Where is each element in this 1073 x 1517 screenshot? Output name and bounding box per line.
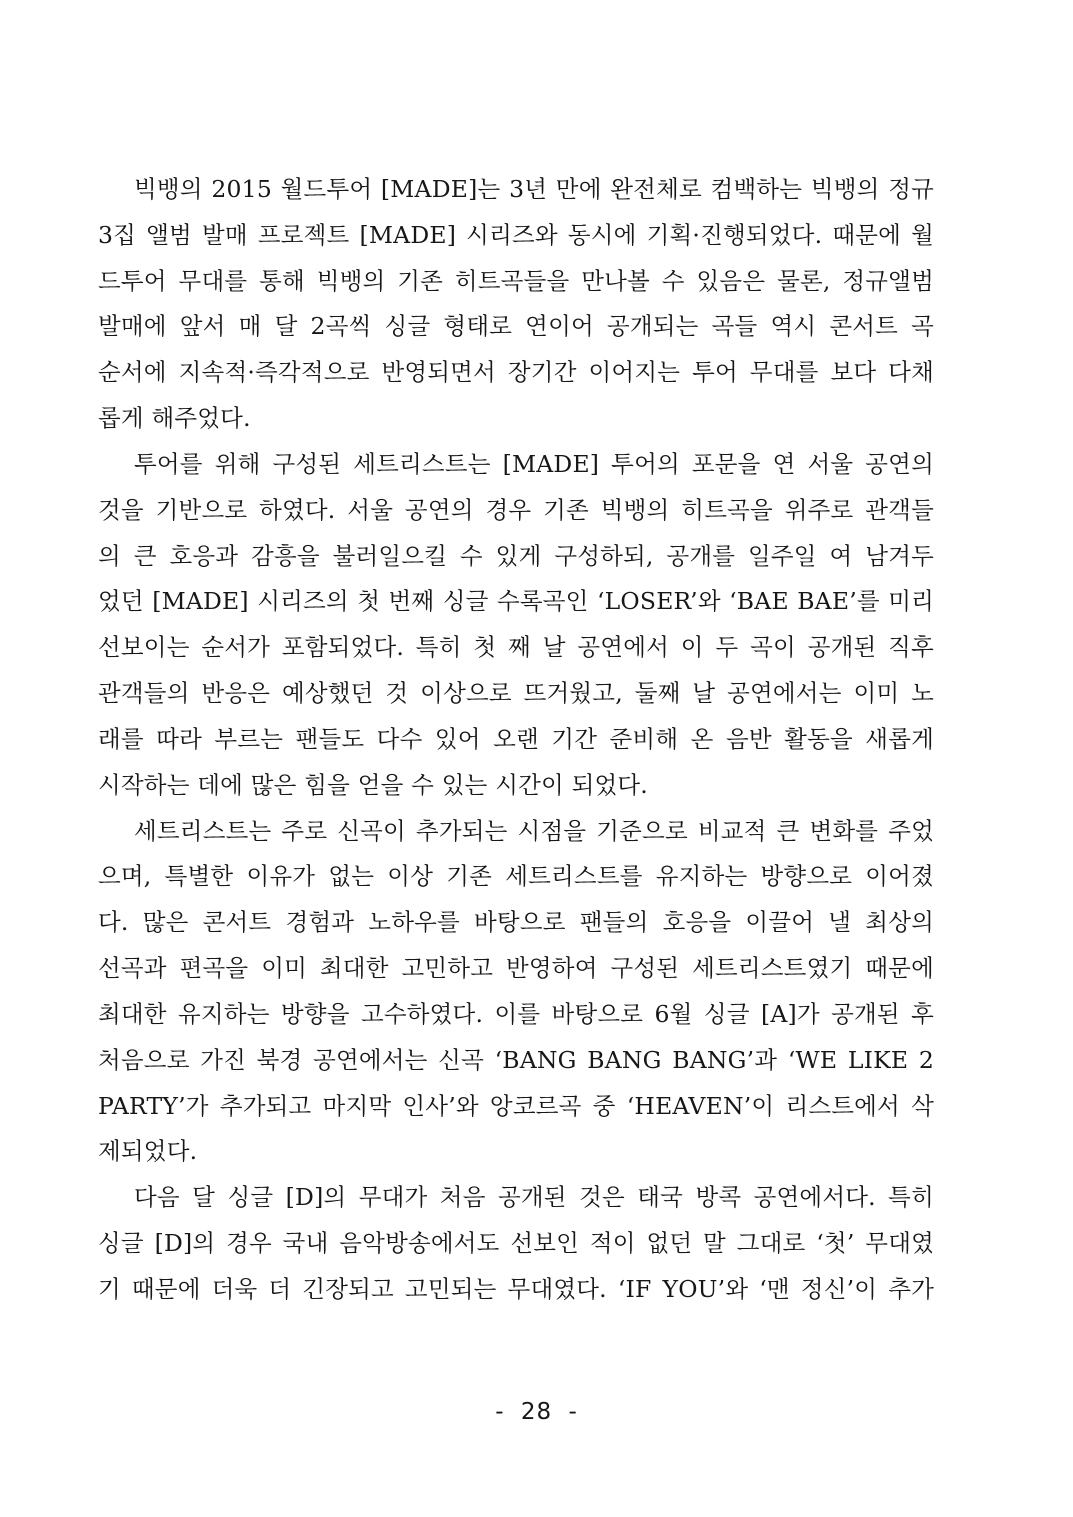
text-line: 세트리스트는 주로 신곡이 추가되는 시점을 기준으로 비교적 큰 변화를 주었 [134,816,934,845]
text-line: 의 큰 호응과 감흥을 불러일으킬 수 있게 구성하되, 공개를 일주일 여 남겨두 [98,541,934,570]
text-line: 관객들의 반응은 예상했던 것 이상으로 뜨거웠고, 둘째 날 공연에서는 이미 노 [98,679,934,708]
text-line: 제되었다. [98,1137,198,1166]
text-line: 기 때문에 더욱 더 긴장되고 고민되는 무대였다. ‘IF YOU’와 ‘맨 정신’이 추가 [98,1274,934,1303]
text-line: 발매에 앞서 매 달 2곡씩 싱글 형태로 연이어 공개되는 곡들 역시 콘서트 곡 [98,312,934,341]
text-line: 투어를 위해 구성된 세트리스트는 [MADE] 투어의 포문을 연 서울 공연의 [134,449,934,478]
page-number: - 28 - [495,1399,578,1425]
text-line: 싱글 [D]의 경우 국내 음악방송에서도 선보인 적이 없던 말 그대로 ‘첫’ 무대였 [98,1229,934,1258]
text-line: 었던 [MADE] 시리즈의 첫 번째 싱글 수록곡인 ‘LOSER’와 ‘BAE BAE’를 미리 [98,587,934,616]
text-line: 드투어 무대를 통해 빅뱅의 기존 히트곡들을 만나볼 수 있음은 물론, 정규앨범 [98,266,934,295]
body-text [98,167,934,1313]
text-line: 롭게 해주었다. [98,404,251,433]
text-line: 처음으로 가진 북경 공연에서는 신곡 ‘BANG BANG BANG’과 ‘WE LIKE 2 [98,1045,934,1074]
text-line: 래를 따라 부르는 팬들도 다수 있어 오랜 기간 준비해 온 음반 활동을 새롭게 [98,724,934,753]
text-line: 빅뱅의 2015 월드투어 [MADE]는 3년 만에 완전체로 컴백하는 빅뱅의 정규 [134,175,934,203]
text-line: 다음 달 싱글 [D]의 무대가 처음 공개된 것은 태국 방콕 공연에서다. 특히 [134,1183,934,1212]
text-line: 최대한 유지하는 방향을 고수하였다. 이를 바탕으로 6월 싱글 [A]가 공개된 후 [98,999,934,1028]
text-line: 순서에 지속적·즉각적으로 반영되면서 장기간 이어지는 투어 무대를 보다 다채 [98,358,934,387]
text-line: 시작하는 데에 많은 힘을 얻을 수 있는 시간이 되었다. [98,770,648,799]
text-line: 선보이는 순서가 포함되었다. 특히 첫 째 날 공연에서 이 두 곡이 공개된 직후 [98,633,934,662]
text-line: 다. 많은 콘서트 경험과 노하우를 바탕으로 팬들의 호응을 이끌어 낼 최상의 [98,908,934,937]
text-line: 으며, 특별한 이유가 없는 이상 기존 세트리스트를 유지하는 방향으로 이어졌 [98,862,934,891]
text-line: 선곡과 편곡을 이미 최대한 고민하고 반영하여 구성된 세트리스트였기 때문에 [98,954,934,983]
text-line: 3집 앨범 발매 프로젝트 [MADE] 시리즈와 동시에 기획·진행되었다. 때문에 월 [98,220,934,249]
text-line: PARTY’가 추가되고 마지막 인사’와 앙코르곡 중 ‘HEAVEN’이 리스트에서 삭 [98,1091,934,1120]
text-line: 것을 기반으로 하였다. 서울 공연의 경우 기존 빅뱅의 히트곡을 위주로 관객들 [98,495,934,524]
